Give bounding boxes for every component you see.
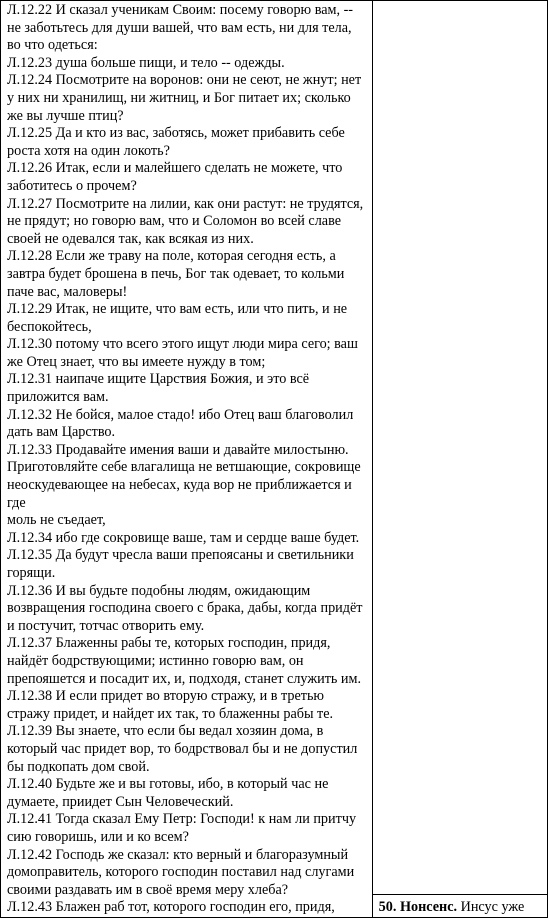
verse-line: сию говоришь, или и ко всем?	[7, 828, 189, 845]
verse-line: Л.12.26 Итак, если и малейшего сделать не можете, что	[7, 160, 343, 177]
verse-line: стражу придет, и найдет их так, то блаженны рабы те.	[7, 705, 334, 722]
verse-line: Л.12.22 И сказал ученикам Своим: посему говорю вам, --	[7, 2, 354, 18]
verse-line: Л.12.30 потому что всего этого ищут люди мира сего; ваш	[7, 336, 358, 353]
verse-line: не прядут; но говорю вам, что и Соломон во всей славе	[7, 213, 342, 230]
verse-line: паче вас, маловеры!	[7, 283, 128, 300]
verse-line: у них ни хранилищ, ни житниц, и Бог питает их; сколько	[7, 89, 351, 106]
verse-line: завтра будет брошена в печь, Бог так одевает, то кольми	[7, 265, 345, 282]
verse-line: Л.12.36 И вы будьте подобны людям, ожидающим	[7, 582, 311, 599]
verse-line: бы подкопать дом свой.	[7, 758, 150, 775]
table-row	[1, 1, 548, 918]
verses-cell	[1, 1, 373, 918]
verse-line: где	[7, 494, 26, 511]
verse-line: домоправитель, которого господин поставил над слугами	[7, 864, 355, 881]
verse-line: Л.12.38 И если придет во вторую стражу, и в третью	[7, 688, 325, 705]
verse-line: и постучит, тотчас отворить ему.	[7, 617, 205, 634]
verse-line: Приготовляйте себе влагалища не ветшающие, сокровище	[7, 459, 361, 476]
verse-line: который час придет вор, то бодрствовал бы и не допустил	[7, 740, 358, 757]
verse-line: найдёт бодрствующими; истинно говорю вам, он	[7, 652, 304, 669]
verse-line: препояшется и посадит их, и, подходя, станет служить им.	[7, 670, 362, 687]
verse-line: роста хотя на один локоть?	[7, 142, 170, 159]
verses-text-block	[7, 2, 370, 917]
verse-line: Л.12.32 Не бойся, малое стадо! ибо Отец ваш благоволил	[7, 406, 354, 423]
verse-line: заботитесь о прочем?	[7, 177, 137, 194]
verse-line: Л.12.40 Будьте же и вы готовы, ибо, в который час не	[7, 776, 329, 793]
verse-line: своими раздавать им в своё время меру хлеба?	[7, 881, 289, 898]
verse-line: возвращения господина своего с брака, дабы, когда придёт	[7, 600, 363, 617]
verse-line: Л.12.33 Продавайте имения ваши и давайте милостыню.	[7, 441, 349, 458]
verse-line: Л.12.34 ибо где сокровище ваше, там и сердце ваше будет.	[7, 529, 360, 546]
verse-line: же Отец знает, что вы имеете нужду в том;	[7, 353, 266, 370]
verse-line: думаете, приидет Сын Человеческий.	[7, 793, 234, 810]
verse-line: приложится вам.	[7, 389, 109, 406]
verse-line: горящи.	[7, 565, 56, 581]
verse-line: не заботьтесь для души вашей, что вам есть, ни для тела,	[7, 19, 352, 36]
verse-line: своей не одевался так, как всякая из них.	[7, 230, 254, 247]
verse-line: неоскудевающее на небесах, куда вор не приближается и	[7, 477, 352, 494]
verse-line: дать вам Царство.	[7, 424, 116, 441]
verse-line: Л.12.35 Да будут чресла ваши препоясаны и светильники	[7, 547, 354, 564]
verse-line: Л.12.27 Посмотрите на лилии, как они растут: не трудятся,	[7, 195, 364, 212]
commentary-note	[373, 894, 547, 917]
commentary-note-text: Инсус уже	[457, 898, 525, 915]
verse-line: Л.12.37 Блаженны рабы те, которых господин, придя,	[7, 635, 331, 652]
verse-line: во что одеться:	[7, 37, 98, 54]
verse-line: Л.12.29 Итак, не ищите, что вам есть, или что пить, и не	[7, 301, 348, 318]
verse-line: Л.12.28 Если же траву на поле, которая сегодня есть, а	[7, 248, 336, 265]
verse-line: Л.12.42 Господь же сказал: кто верный и благоразумный	[7, 846, 349, 863]
verse-line: беспокойтесь,	[7, 318, 92, 335]
verse-line: Л.12.24 Посмотрите на воронов: они не сеют, не жнут; нет	[7, 72, 362, 89]
verse-line: Л.12.43 Блажен раб тот, которого господин его, придя,	[7, 899, 335, 916]
verse-line: же вы лучше птиц?	[7, 107, 124, 124]
commentary-cell	[372, 1, 547, 918]
verse-line: Л.12.23 душа больше пищи, и тело -- одежды.	[7, 54, 285, 71]
verse-line: Л.12.31 наипаче ищите Царствия Божия, и это всё	[7, 371, 310, 388]
commentary-note-title: 50. Нонсенс.	[378, 898, 458, 915]
verse-line: Л.12.41 Тогда сказал Ему Петр: Господи! к нам ли притчу	[7, 811, 357, 828]
verse-line: Л.12.25 Да и кто из вас, заботясь, может прибавить себе	[7, 125, 345, 142]
verse-line: моль не съедает,	[7, 512, 106, 529]
verse-line: Л.12.39 Вы знаете, что если бы ведал хозяин дома, в	[7, 723, 324, 740]
